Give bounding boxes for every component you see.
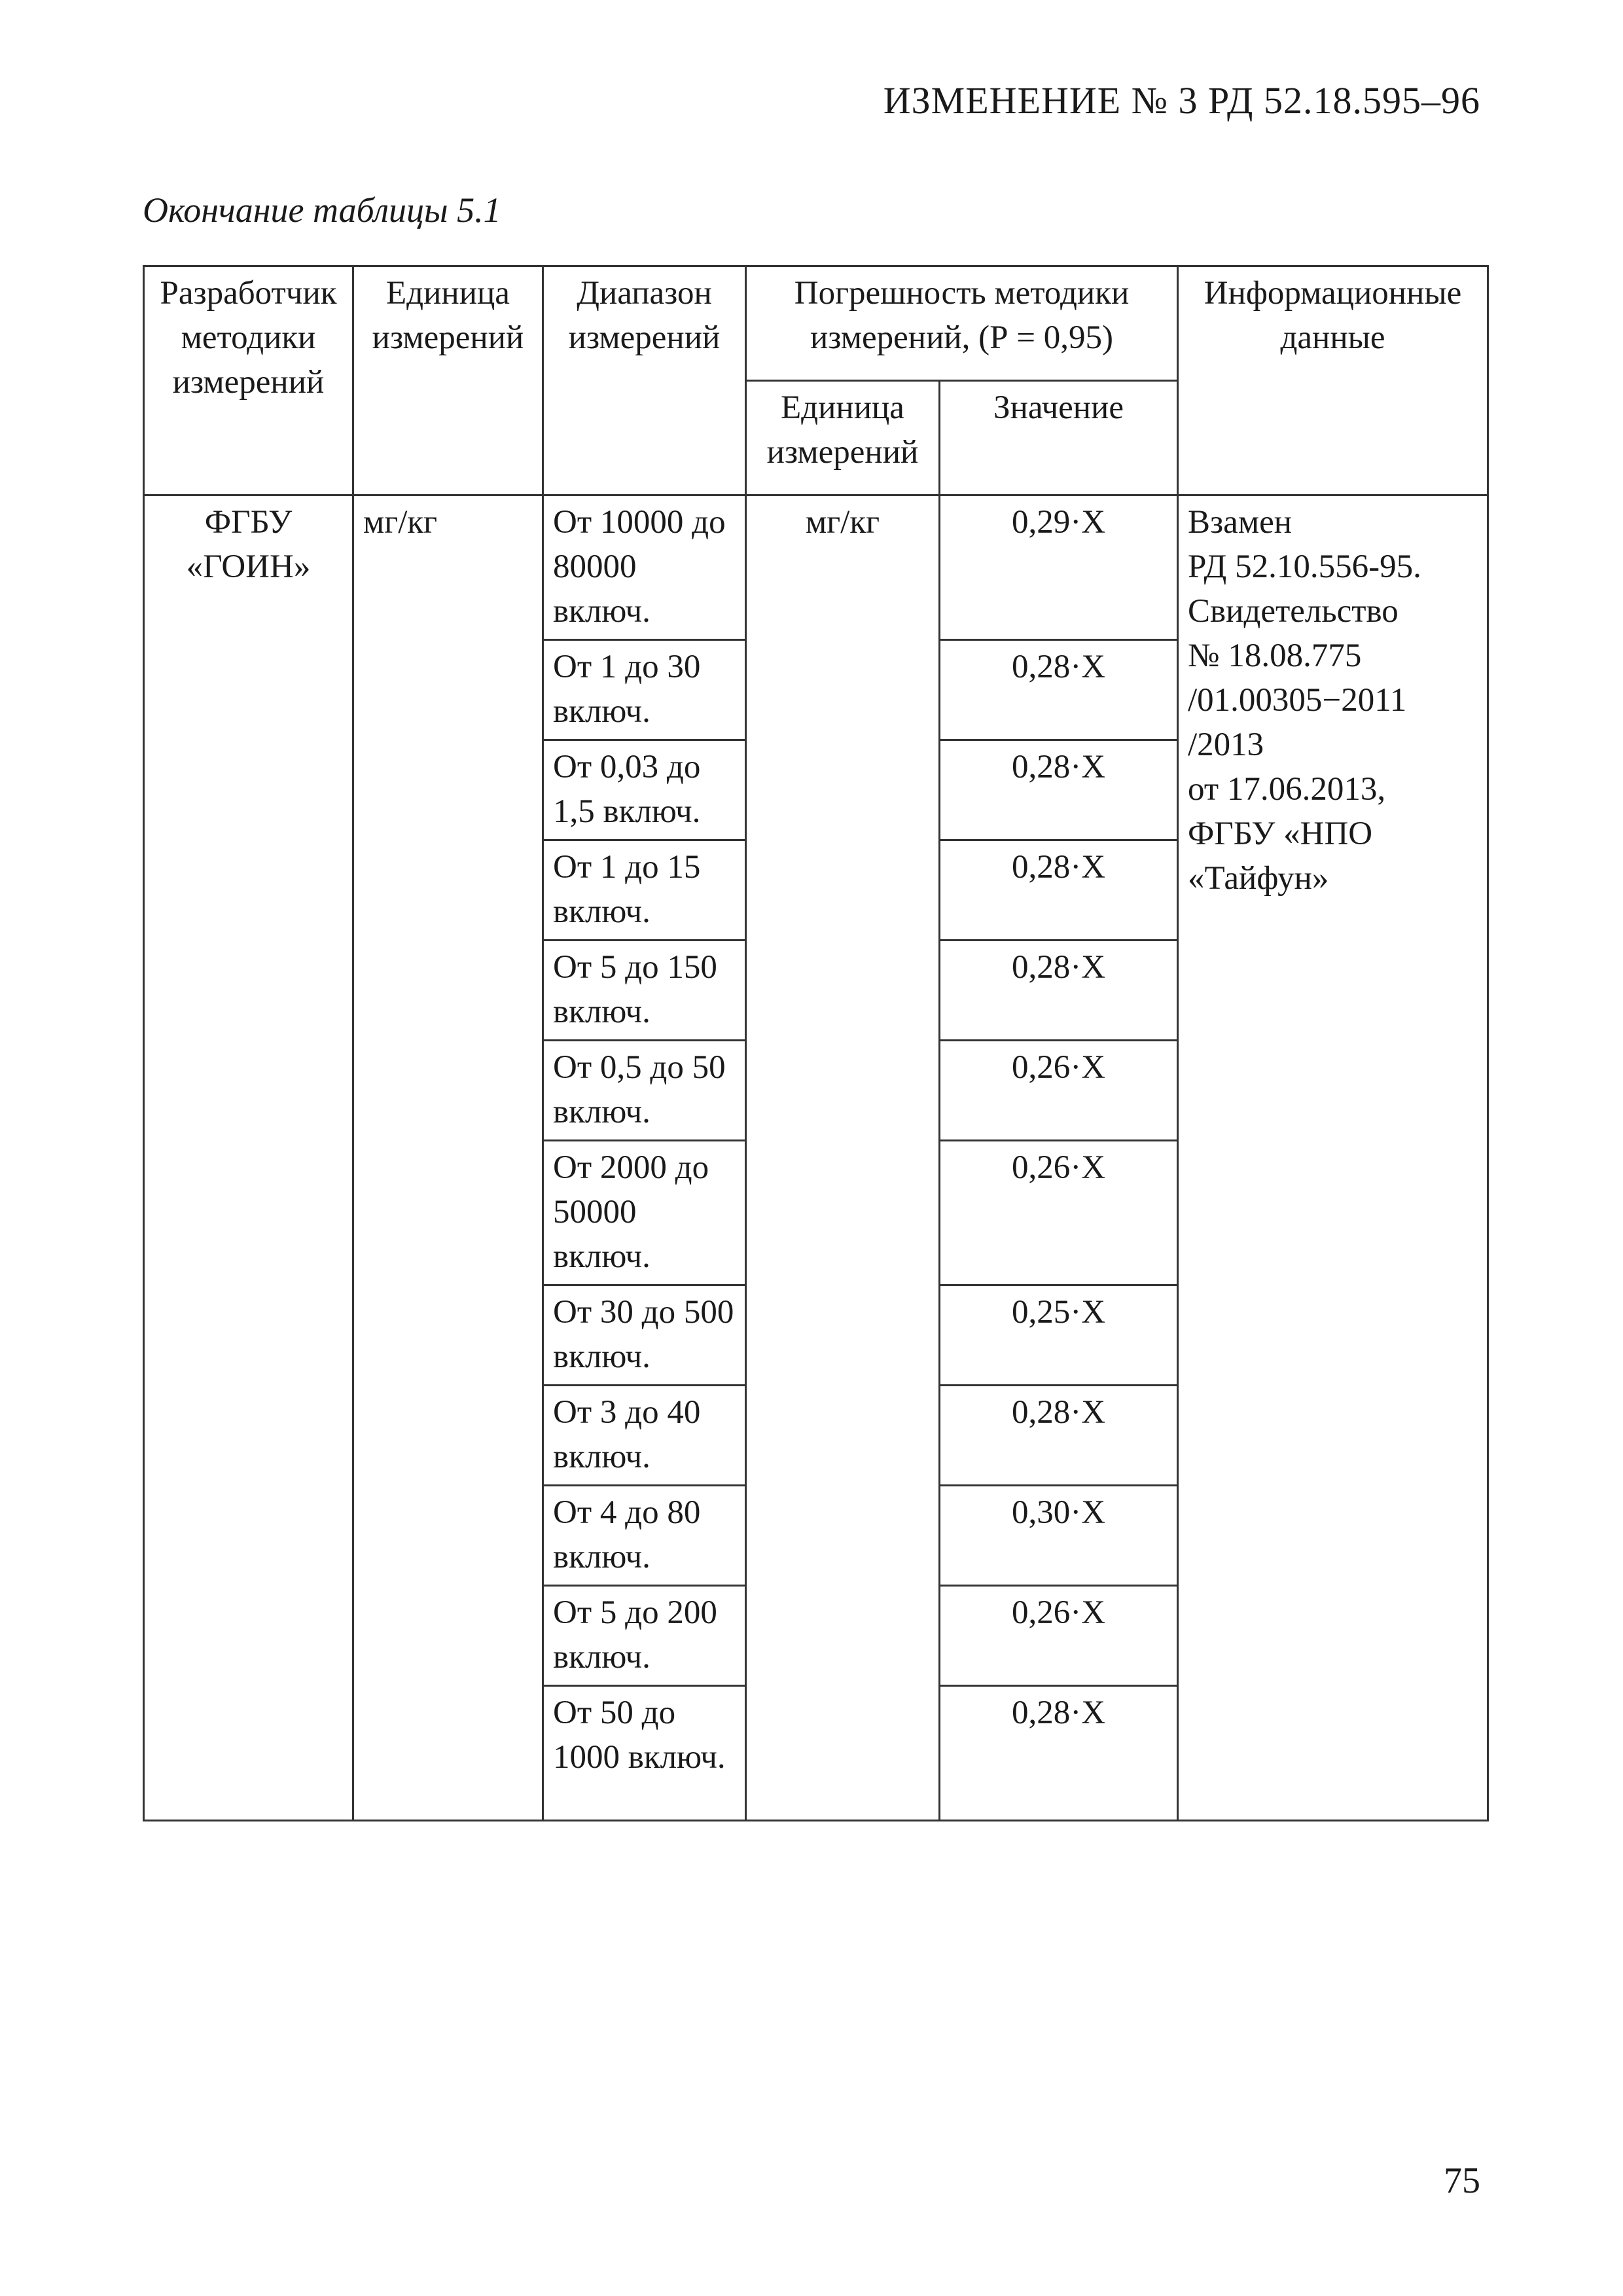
header-error-unit: Единица измерений	[746, 381, 940, 495]
error-unit-cell: мг/кг	[746, 495, 940, 1821]
table-caption: Окончание таблицы 5.1	[143, 190, 501, 230]
developer-cell: ФГБУ «ГОИН»	[144, 495, 353, 1821]
document-header: ИЗМЕНЕНИЕ № 3 РД 52.18.595–96	[883, 79, 1480, 122]
range-cell: От 3 до 40 включ.	[543, 1386, 746, 1486]
range-cell: От 0,03 до 1,5 включ.	[543, 740, 746, 840]
error-value-cell: 0,30·X	[940, 1486, 1178, 1586]
range-cell: От 1 до 15 включ.	[543, 840, 746, 941]
header-unit: Единица измерений	[353, 266, 543, 495]
error-value-cell: 0,26·X	[940, 1041, 1178, 1141]
error-value-cell: 0,28·X	[940, 640, 1178, 740]
error-value-cell: 0,28·X	[940, 941, 1178, 1041]
unit-cell: мг/кг	[353, 495, 543, 1821]
error-value-cell: 0,28·X	[940, 1386, 1178, 1486]
range-cell: От 30 до 500 включ.	[543, 1285, 746, 1386]
header-error-value: Значение	[940, 381, 1178, 495]
page-number: 75	[1444, 2161, 1480, 2201]
range-cell: От 4 до 80 включ.	[543, 1486, 746, 1586]
error-value-cell: 0,28·X	[940, 1686, 1178, 1821]
range-cell: От 5 до 150 включ.	[543, 941, 746, 1041]
range-cell: От 10000 до 80000 включ.	[543, 495, 746, 640]
error-value-cell: 0,25·X	[940, 1285, 1178, 1386]
error-value-cell: 0,28·X	[940, 840, 1178, 941]
error-value-cell: 0,26·X	[940, 1586, 1178, 1686]
error-value-cell: 0,29·X	[940, 495, 1178, 640]
range-cell: От 2000 до 50000 включ.	[543, 1141, 746, 1285]
header-info: Информационные данные	[1178, 266, 1488, 495]
info-cell: Взамен РД 52.10.556-95. Свидетельство № 18.08.775 /01.00305−2011 /2013 от 17.06.2013, ФГБУ «НПО «Тайфун»	[1178, 495, 1488, 1821]
error-value-cell: 0,28·X	[940, 740, 1178, 840]
range-cell: От 50 до 1000 включ.	[543, 1686, 746, 1821]
range-cell: От 5 до 200 включ.	[543, 1586, 746, 1686]
header-error-group: Погрешность методики измерений, (Р = 0,95)	[746, 266, 1178, 381]
range-cell: От 0,5 до 50 включ.	[543, 1041, 746, 1141]
measurement-methods-table	[143, 265, 1489, 1821]
range-cell: От 1 до 30 включ.	[543, 640, 746, 740]
header-range: Диапазон измерений	[543, 266, 746, 495]
header-developer: Разработчик методики измерений	[144, 266, 353, 495]
error-value-cell: 0,26·X	[940, 1141, 1178, 1285]
